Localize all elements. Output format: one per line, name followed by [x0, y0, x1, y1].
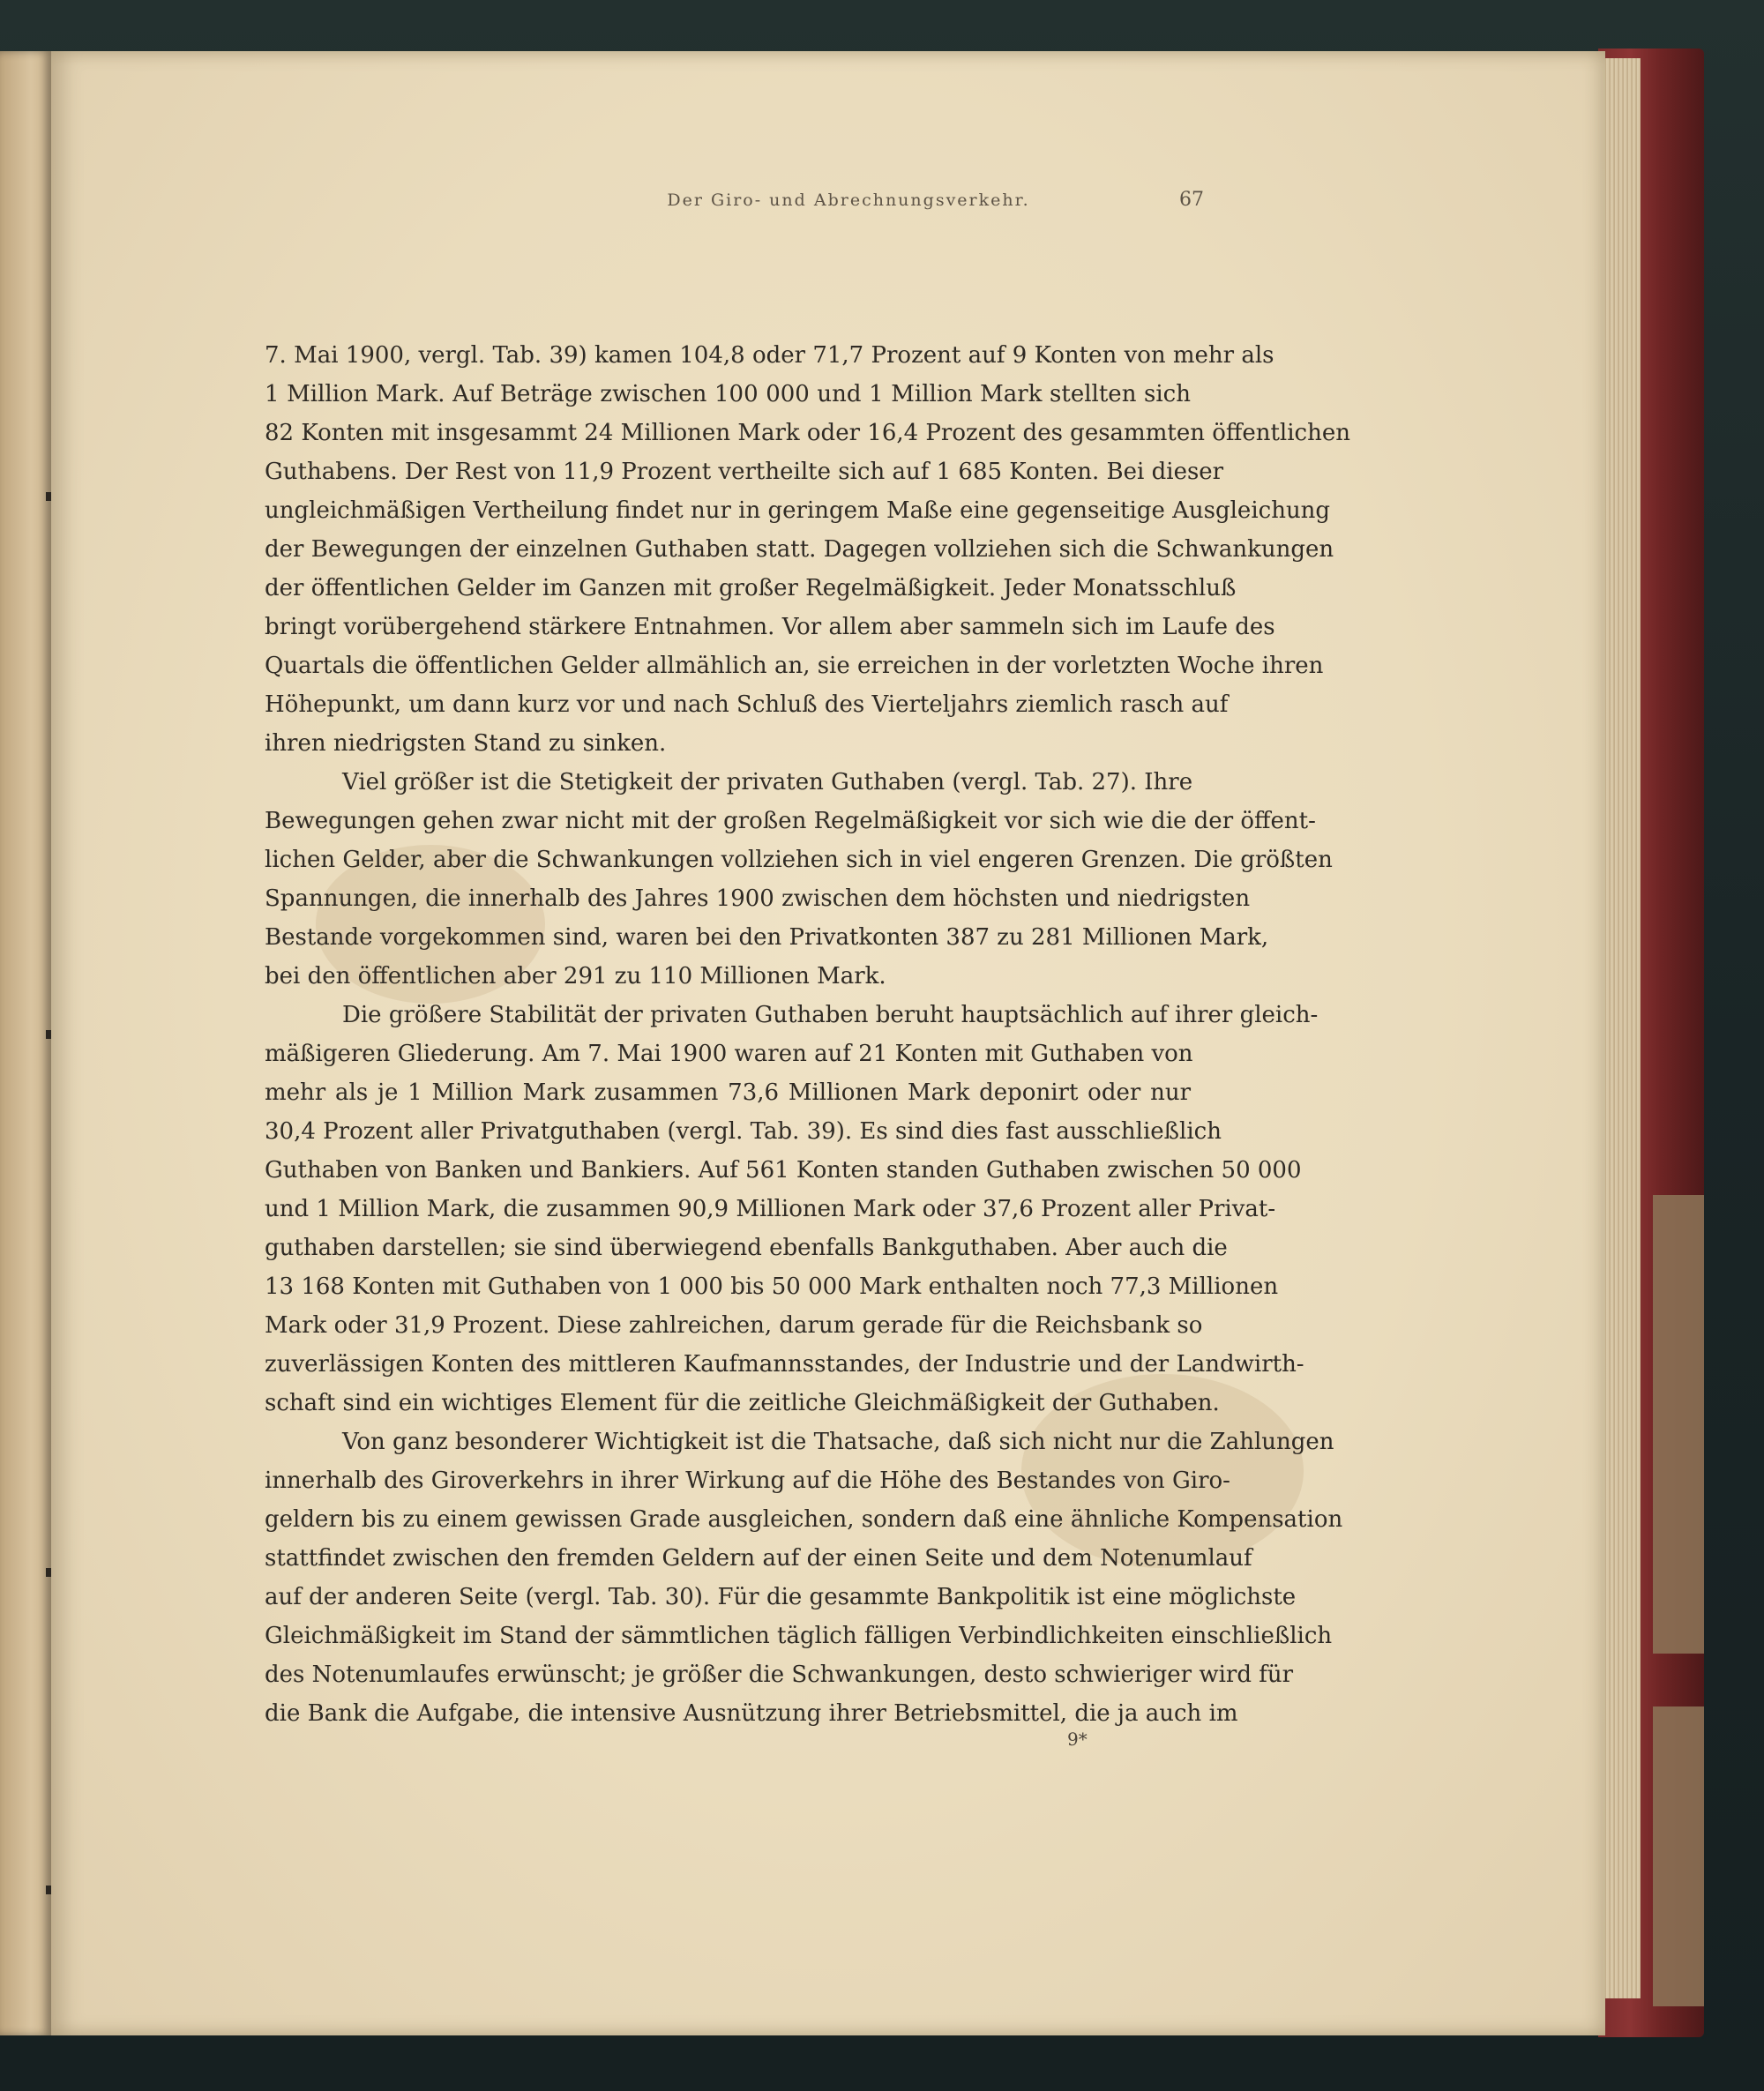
- text-line: Von ganz besonderer Wichtigkeit ist die Thatsache, daß sich nicht nur die Zahlungen: [342, 1429, 1334, 1455]
- text-line: mäßigeren Gliederung. Am 7. Mai 1900 waren auf 21 Konten mit Guthaben von: [265, 1041, 1193, 1067]
- text-line: stattfindet zwischen den fremden Geldern auf der einen Seite und dem Notenumlauf: [265, 1545, 1252, 1572]
- text-line: Guthabens. Der Rest von 11,9 Prozent vertheilte sich auf 1 685 Konten. Bei dieser: [265, 459, 1224, 485]
- text-line: Höhepunkt, um dann kurz vor und nach Schluß des Vierteljahrs ziemlich rasch auf: [265, 691, 1229, 718]
- text-line: geldern bis zu einem gewissen Grade ausgleichen, sondern daß eine ähnliche Kompensation: [265, 1506, 1343, 1533]
- text-line: Bestande vorgekommen sind, waren bei den Privatkonten 387 zu 281 Millionen Mark,: [265, 924, 1269, 951]
- text-line: der öffentlichen Gelder im Ganzen mit großer Regelmäßigkeit. Jeder Monatsschluß: [265, 575, 1237, 601]
- text-line: Spannungen, die innerhalb des Jahres 1900 zwischen dem höchsten und niedrigsten: [265, 885, 1251, 912]
- text-line: lichen Gelder, aber die Schwankungen vollziehen sich in viel engeren Grenzen. Die größten: [265, 847, 1333, 873]
- text-line: Die größere Stabilität der privaten Guthaben beruht hauptsächlich auf ihrer gleich-: [342, 1002, 1319, 1028]
- text-line: Viel größer ist die Stetigkeit der privaten Guthaben (vergl. Tab. 27). Ihre: [342, 769, 1193, 795]
- page-number: 67: [1179, 189, 1204, 211]
- text-line: Bewegungen gehen zwar nicht mit der großen Regelmäßigkeit vor sich wie die der öffent-: [265, 808, 1316, 834]
- text-line: Mark oder 31,9 Prozent. Diese zahlreichen, darum gerade für die Reichsbank so: [265, 1312, 1203, 1339]
- text-line: Guthaben von Banken und Bankiers. Auf 561 Konten standen Guthaben zwischen 50 000: [265, 1157, 1302, 1184]
- text-line: 1 Million Mark. Auf Beträge zwischen 100 000 und 1 Million Mark stellten sich: [265, 381, 1191, 407]
- text-line: innerhalb des Giroverkehrs in ihrer Wirkung auf die Höhe des Bestandes von Giro-: [265, 1467, 1230, 1494]
- text-line: die Bank die Aufgabe, die intensive Ausnützung ihrer Betriebsmittel, die ja auch im: [265, 1700, 1238, 1727]
- text-line: 30,4 Prozent aller Privatguthaben (vergl. Tab. 39). Es sind dies fast ausschließlich: [265, 1118, 1222, 1145]
- text-line: auf der anderen Seite (vergl. Tab. 30). Für die gesammte Bankpolitik ist eine möglichste: [265, 1584, 1297, 1610]
- text-line: Gleichmäßigkeit im Stand der sämmtlichen täglich fälligen Verbindlichkeiten einschließlich: [265, 1623, 1333, 1649]
- text-line: ihren niedrigsten Stand zu sinken.: [265, 730, 667, 757]
- text-line: ungleichmäßigen Vertheilung findet nur in geringem Maße eine gegenseitige Ausgleichung: [265, 497, 1331, 524]
- text-line: guthaben darstellen; sie sind überwiegend ebenfalls Bankguthaben. Aber auch die: [265, 1235, 1228, 1261]
- running-head: Der Giro- und Abrechnungsverkehr.: [667, 190, 1030, 210]
- text-line: schaft sind ein wichtiges Element für die zeitliche Gleichmäßigkeit der Guthaben.: [265, 1390, 1220, 1416]
- facing-page-edge: [0, 51, 51, 2035]
- text-line: 82 Konten mit insgesammt 24 Millionen Mark oder 16,4 Prozent des gesammten öffentlichen: [265, 420, 1350, 446]
- text-line: mehr als je 1 Million Mark zusammen 73,6 Millionen Mark deponirt oder nur: [265, 1079, 1191, 1106]
- text-line: 13 168 Konten mit Guthaben von 1 000 bis 50 000 Mark enthalten noch 77,3 Millionen: [265, 1273, 1279, 1300]
- text-line: zuverlässigen Konten des mittleren Kaufmannsstandes, der Industrie und der Landwirth-: [265, 1351, 1304, 1378]
- text-line: der Bewegungen der einzelnen Guthaben statt. Dagegen vollziehen sich die Schwankungen: [265, 536, 1334, 563]
- text-line: 7. Mai 1900, vergl. Tab. 39) kamen 104,8 oder 71,7 Prozent auf 9 Konten von mehr als: [265, 342, 1274, 369]
- text-line: und 1 Million Mark, die zusammen 90,9 Millionen Mark oder 37,6 Prozent aller Privat-: [265, 1196, 1276, 1222]
- text-line: bringt vorübergehend stärkere Entnahmen. Vor allem aber sammeln sich im Laufe des: [265, 614, 1275, 640]
- text-line: des Notenumlaufes erwünscht; je größer die Schwankungen, desto schwieriger wird für: [265, 1662, 1294, 1688]
- body-text: [265, 336, 1350, 1733]
- text-line: bei den öffentlichen aber 291 zu 110 Millionen Mark.: [265, 963, 886, 989]
- signature-mark: 9*: [1067, 1729, 1088, 1750]
- text-line: Quartals die öffentlichen Gelder allmählich an, sie erreichen in der vorletzten Woche ihren: [265, 653, 1324, 679]
